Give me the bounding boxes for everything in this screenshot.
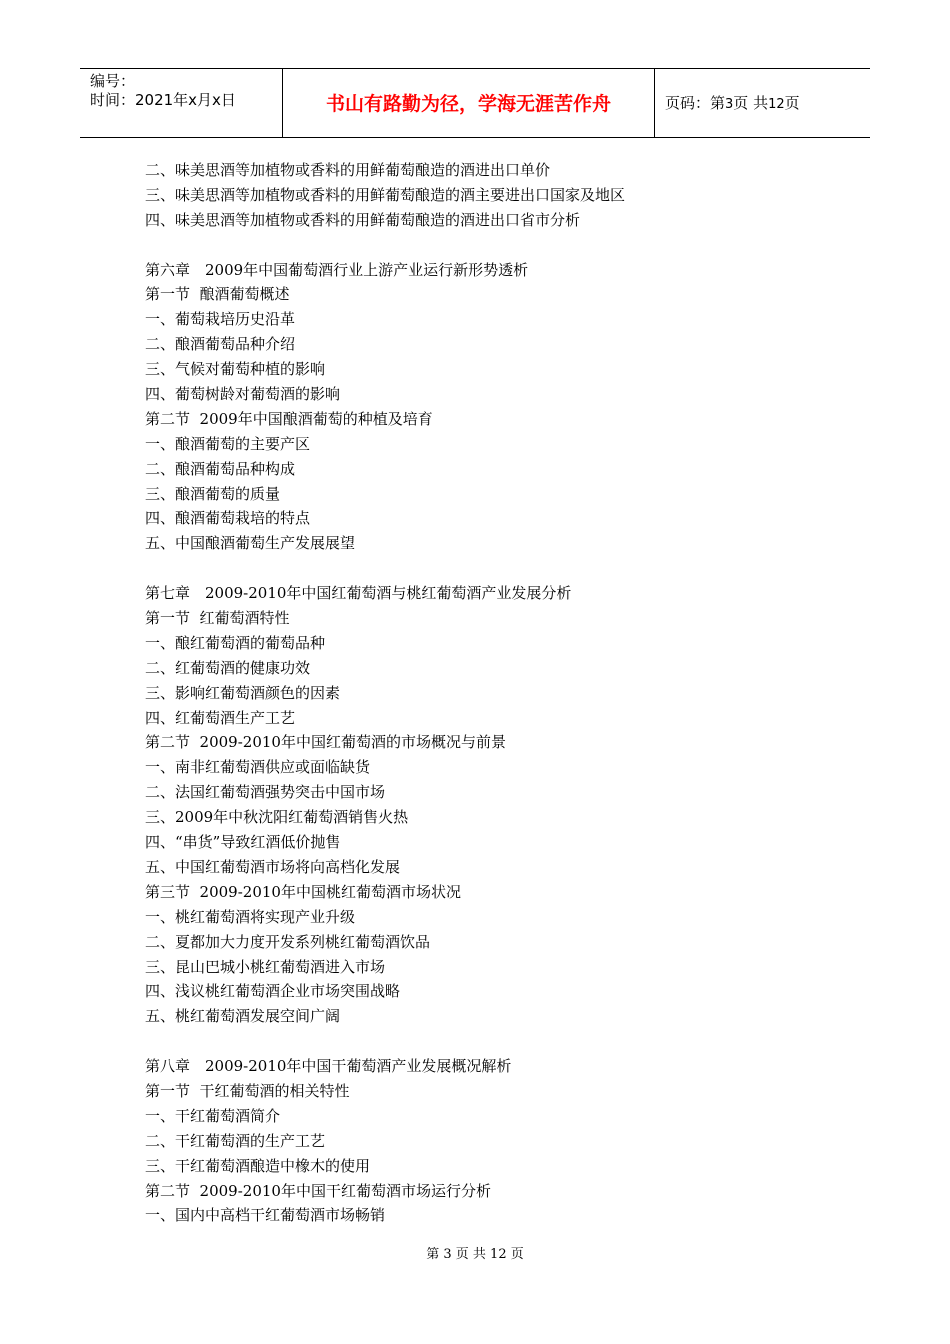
page-current: 3 bbox=[725, 97, 734, 112]
toc-blank-line bbox=[145, 233, 845, 258]
toc-item: 一、国内中高档干红葡萄酒市场畅销 bbox=[145, 1206, 386, 1225]
toc-section-heading: 第二节 2009-2010年中国红葡萄酒的市场概况与前景 bbox=[145, 733, 506, 752]
page-mid-label: 页 共 bbox=[733, 94, 769, 112]
toc-item: 二、酿酒葡萄品种构成 bbox=[145, 459, 296, 478]
toc-item: 二、酿酒葡萄品种介绍 bbox=[145, 335, 296, 354]
toc-chapter-heading: 第八章 2009-2010年中国干葡萄酒产业发展概况解析 bbox=[145, 1057, 512, 1076]
toc-item: 一、桃红葡萄酒将实现产业升级 bbox=[145, 907, 356, 926]
toc-section-heading: 第二节 2009年中国酿酒葡萄的种植及培育 bbox=[145, 409, 433, 428]
toc-item: 三、影响红葡萄酒颜色的因素 bbox=[145, 683, 341, 702]
toc-item: 二、干红葡萄酒的生产工艺 bbox=[145, 1131, 326, 1150]
toc-blank-line bbox=[145, 556, 845, 581]
toc-item: 一、南非红葡萄酒供应或面临缺货 bbox=[145, 758, 371, 777]
toc-item: 四、酿酒葡萄栽培的特点 bbox=[145, 509, 311, 528]
toc-item: 二、红葡萄酒的健康功效 bbox=[145, 658, 311, 677]
toc-item: 四、浅议桃红葡萄酒企业市场突围战略 bbox=[145, 982, 401, 1001]
document-date: 时间：2021年x月x日 bbox=[90, 91, 236, 109]
toc-item: 二、味美思酒等加植物或香料的用鲜葡萄酿造的酒进出口单价 bbox=[145, 161, 551, 179]
toc-item: 五、中国红葡萄酒市场将向高档化发展 bbox=[145, 857, 401, 876]
toc-item: 四、葡萄树龄对葡萄酒的影响 bbox=[145, 385, 341, 404]
page-number-info bbox=[665, 94, 800, 114]
toc-item: 三、干红葡萄酒酿造中橡木的使用 bbox=[145, 1156, 371, 1175]
toc-section-heading: 第二节 2009-2010年中国干红葡萄酒市场运行分析 bbox=[145, 1181, 491, 1200]
toc-item: 一、葡萄栽培历史沿革 bbox=[145, 310, 296, 329]
toc-item: 三、酿酒葡萄的质量 bbox=[145, 484, 281, 503]
document-header bbox=[80, 68, 870, 138]
header-page-cell bbox=[655, 69, 870, 137]
toc-item: 一、酿红葡萄酒的葡萄品种 bbox=[145, 633, 326, 652]
toc-item: 一、干红葡萄酒简介 bbox=[145, 1106, 281, 1125]
toc-item: 二、法国红葡萄酒强势突击中国市场 bbox=[145, 783, 386, 802]
header-info-cell bbox=[80, 69, 283, 137]
toc-blank-line bbox=[145, 1029, 845, 1054]
toc-item: 一、酿酒葡萄的主要产区 bbox=[145, 434, 311, 453]
toc-item: 三、味美思酒等加植物或香料的用鲜葡萄酿造的酒主要进出口国家及地区 bbox=[145, 185, 626, 204]
toc-item: 三、气候对葡萄种植的影响 bbox=[145, 360, 326, 379]
header-motto: 书山有路勤为径，学海无涯苦作舟 bbox=[325, 93, 611, 115]
toc-item: 四、味美思酒等加植物或香料的用鲜葡萄酿造的酒进出口省市分析 bbox=[145, 210, 581, 229]
page-end-label: 页 bbox=[784, 94, 800, 112]
document-number-label: 编号： bbox=[90, 72, 136, 90]
toc-item: 四、红葡萄酒生产工艺 bbox=[145, 708, 296, 727]
toc-item: 四、“串货”导致红酒低价抛售 bbox=[145, 833, 341, 852]
toc-chapter-heading: 第七章 2009-2010年中国红葡萄酒与桃红葡萄酒产业发展分析 bbox=[145, 584, 572, 603]
toc-section-heading: 第一节 红葡萄酒特性 bbox=[145, 609, 290, 628]
toc-item: 二、夏都加大力度开发系列桃红葡萄酒饮品 bbox=[145, 932, 431, 951]
toc-section-heading: 第一节 酿酒葡萄概述 bbox=[145, 285, 290, 304]
header-motto-cell bbox=[283, 69, 655, 137]
page-footer: 第 3 页 共 12 页 bbox=[426, 1247, 524, 1262]
table-of-contents bbox=[145, 158, 845, 1228]
toc-item: 三、2009年中秋沈阳红葡萄酒销售火热 bbox=[145, 808, 409, 827]
toc-section-heading: 第一节 干红葡萄酒的相关特性 bbox=[145, 1081, 350, 1100]
toc-item: 三、昆山巴城小桃红葡萄酒进入市场 bbox=[145, 957, 386, 976]
page-label: 页码：第 bbox=[665, 94, 726, 112]
page-total: 12 bbox=[768, 97, 785, 112]
toc-item: 五、桃红葡萄酒发展空间广阔 bbox=[145, 1007, 341, 1026]
toc-chapter-heading: 第六章 2009年中国葡萄酒行业上游产业运行新形势透析 bbox=[145, 260, 529, 279]
toc-item: 五、中国酿酒葡萄生产发展展望 bbox=[145, 534, 356, 553]
toc-section-heading: 第三节 2009-2010年中国桃红葡萄酒市场状况 bbox=[145, 882, 461, 901]
